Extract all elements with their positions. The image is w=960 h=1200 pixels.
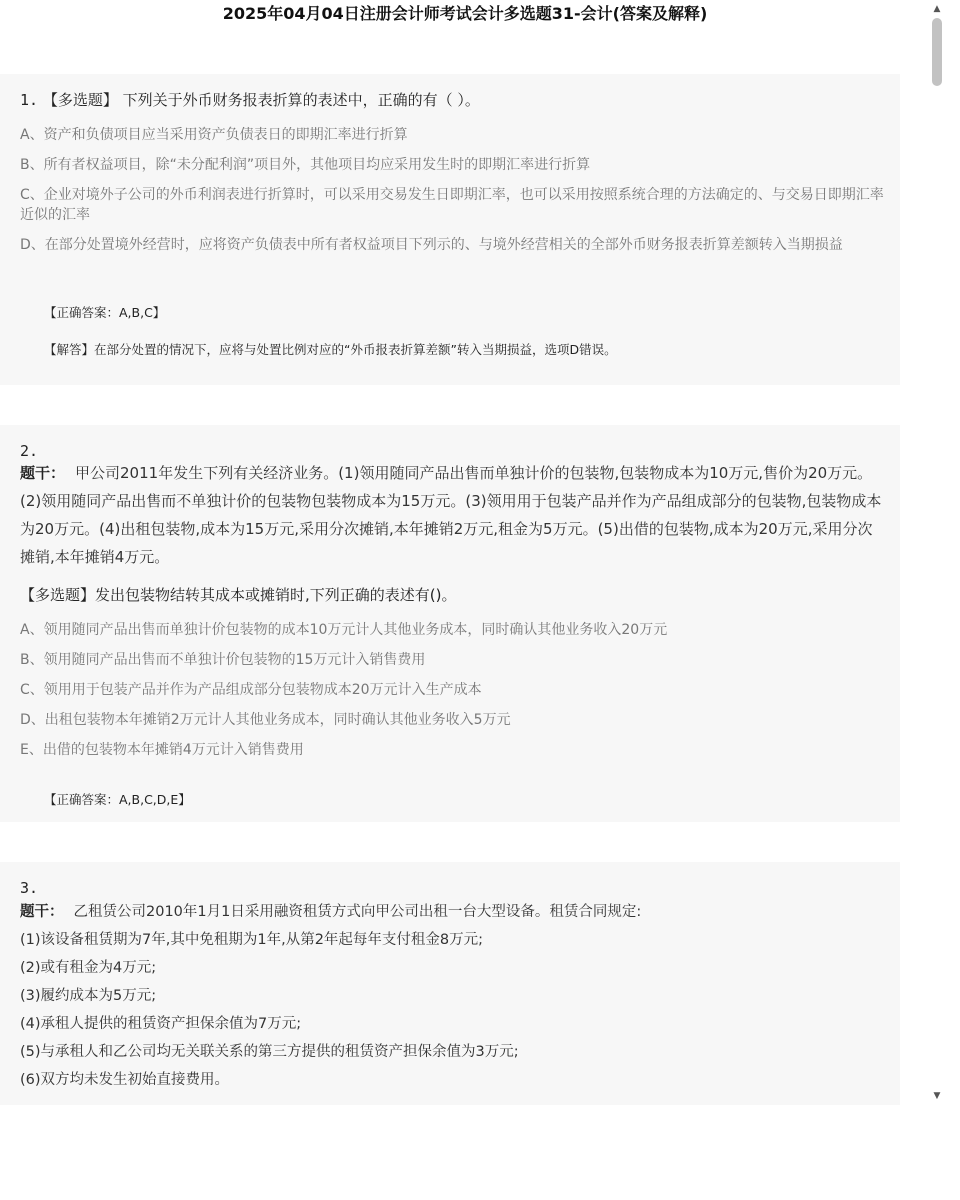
stem-line: (1)该设备租赁期为7年,其中免租期为1年,从第2年起每年支付租金8万元; [20,932,484,948]
stem-label: 题干： [20,464,66,482]
option-d: D、出租包装物本年摊销2万元计人其他业务成本，同时确认其他业务收入5万元 [20,712,511,728]
stem-text: 甲公司2011年发生下列有关经济业务。(1)领用随同产品出售而单独计价的包装物,包装物成本为10万元,售价为20万元。(2)领用随同产品出售而不单独计价的包装物包装物成本为15万元。(3)领用用于包装产品并作为产品组成部分的包装物,包装物成本为20万元。(4)出租包装物,成本为15万元,采用分次摊销,本年摊销2万元,租金为5万元。(5)出借的包装物,成本为20万元,采用分次摊销,本年摊销4万元。 [20,464,882,566]
option-d: D、在部分处置境外经营时，应将资产负债表中所有者权益项目下列示的、与境外经营相关的全部外币财务报表折算差额转入当期损益 [20,237,843,253]
stem-text: 乙租赁公司2010年1月1日采用融资租赁方式向甲公司出租一台大型设备。租赁合同规定: [73,904,642,920]
option-a: A、领用随同产品出售而单独计价包装物的成本10万元计人其他业务成本，同时确认其他业务收入20万元 [20,622,668,638]
vertical-scrollbar[interactable] [930,0,944,1105]
question-number: 1. [20,91,39,109]
question-stem [20,459,885,571]
scrollbar-thumb[interactable] [932,18,942,86]
question-number: 3. [20,879,39,897]
scroll-up-icon[interactable]: ▲ [933,4,941,14]
question-type-tag: 【多选题】 [42,91,118,109]
question-card-1 [0,74,900,385]
stem-line: (6)双方均未发生初始直接费用。 [20,1072,230,1088]
question-number: 2. [20,442,39,460]
correct-answer: 【正确答案：A,B,C】 [44,305,166,320]
question-card-3 [0,862,900,1105]
answer-explanation: 【解答】在部分处置的情况下，应将与处置比例对应的“外币报表折算差额”转入当期损益，选项D错误。 [44,342,617,357]
stem-line: (3)履约成本为5万元; [20,988,157,1004]
page-title: 2025年04月04日注册会计师考试会计多选题31-会计(答案及解释) [222,4,708,23]
scroll-down-icon[interactable]: ▼ [933,1091,941,1101]
question-card-2 [0,425,900,822]
stem-line: (2)或有租金为4万元; [20,960,157,976]
option-c: C、企业对境外子公司的外币利润表进行折算时，可以采用交易发生日即期汇率，也可以采用按照系统合理的方法确定的、与交易日即期汇率近似的汇率 [20,187,884,223]
correct-answer: 【正确答案：A,B,C,D,E】 [44,792,191,807]
stem-line: (4)承租人提供的租赁资产担保余值为7万元; [20,1016,302,1032]
question-prompt: 下列关于外币财务报表折算的表述中，正确的有（ ）。 [122,91,480,109]
stem-line: (5)与承租人和乙公司均无关联关系的第三方提供的租赁资产担保余值为3万元; [20,1044,519,1060]
option-c: C、领用用于包装产品并作为产品组成部分包装物成本20万元计入生产成本 [20,682,482,698]
option-b: B、所有者权益项目，除“未分配利润”项目外，其他项目均应采用发生时的即期汇率进行折算 [20,157,591,173]
sub-question: 【多选题】发出包装物结转其成本或摊销时,下列正确的表述有()。 [20,586,457,604]
option-a: A、资产和负债项目应当采用资产负债表日的即期汇率进行折算 [20,127,408,143]
option-e: E、出借的包装物本年摊销4万元计入销售费用 [20,742,304,758]
stem-label: 题干： [20,904,64,920]
stem-line [20,898,885,926]
question-header [20,89,480,111]
option-b: B、领用随同产品出售而不单独计价包装物的15万元计入销售费用 [20,652,426,668]
